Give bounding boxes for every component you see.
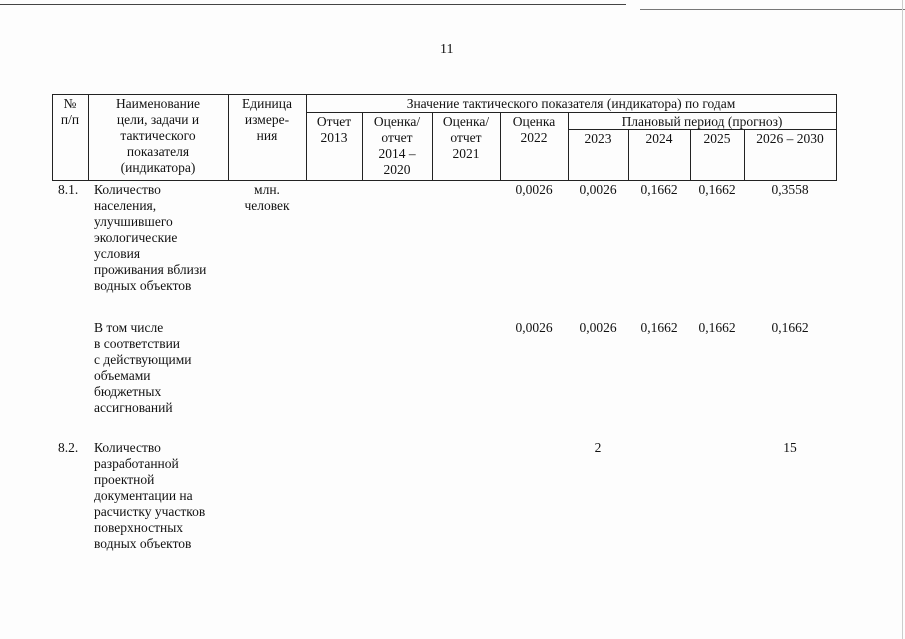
header-plan-group: Плановый период (прогноз): [621, 114, 783, 129]
row-number: 8.1.: [58, 182, 79, 197]
value-2025: 0,1662: [698, 182, 736, 197]
header-est-report-2021: Оценка/ отчет 2021: [442, 114, 490, 161]
header-report-2013: Отчет 2013: [316, 114, 352, 145]
row-number: 8.2.: [58, 440, 79, 455]
page-number: 11: [440, 42, 454, 57]
row-name: Количество населения, улучшившего экологические условия проживания вблизи водных объектов: [94, 182, 207, 293]
value-2022: 0,0026: [515, 320, 553, 335]
value-2023: 2: [594, 440, 602, 455]
header-est-report-2014-2020: Оценка/ отчет 2014 – 2020: [373, 114, 421, 177]
scan-border-top: [0, 4, 626, 5]
value-2026-2030: 15: [783, 440, 797, 455]
scan-border-right: [902, 0, 903, 639]
row-name: Количество разработанной проектной документации на расчистку участков поверхностных водных объектов: [94, 440, 206, 551]
header-unit: Единица измере- ния: [241, 96, 292, 143]
scan-border-top-right: [640, 9, 905, 10]
value-2024: 0,1662: [640, 320, 678, 335]
value-2026-2030: 0,1662: [771, 320, 809, 335]
header-2023: 2023: [584, 131, 612, 146]
row-name: В том числе в соответствии с действующими объемами бюджетных ассигнований: [94, 320, 192, 415]
header-est-2022: Оценка 2022: [512, 114, 556, 145]
header-name: Наименование цели, задачи и тактического показателя (индикатора): [115, 96, 201, 175]
header-no: № п/п: [60, 96, 80, 127]
value-2022: 0,0026: [515, 182, 553, 197]
value-2025: 0,1662: [698, 320, 736, 335]
value-2024: 0,1662: [640, 182, 678, 197]
header-2024: 2024: [645, 131, 673, 146]
value-2026-2030: 0,3558: [771, 182, 809, 197]
header-values-group: Значение тактического показателя (индикатора) по годам: [406, 96, 736, 111]
header-2026-2030: 2026 – 2030: [756, 131, 824, 146]
row-unit: млн. человек: [244, 182, 290, 213]
value-2023: 0,0026: [579, 320, 617, 335]
header-2025: 2025: [703, 131, 731, 146]
value-2023: 0,0026: [579, 182, 617, 197]
